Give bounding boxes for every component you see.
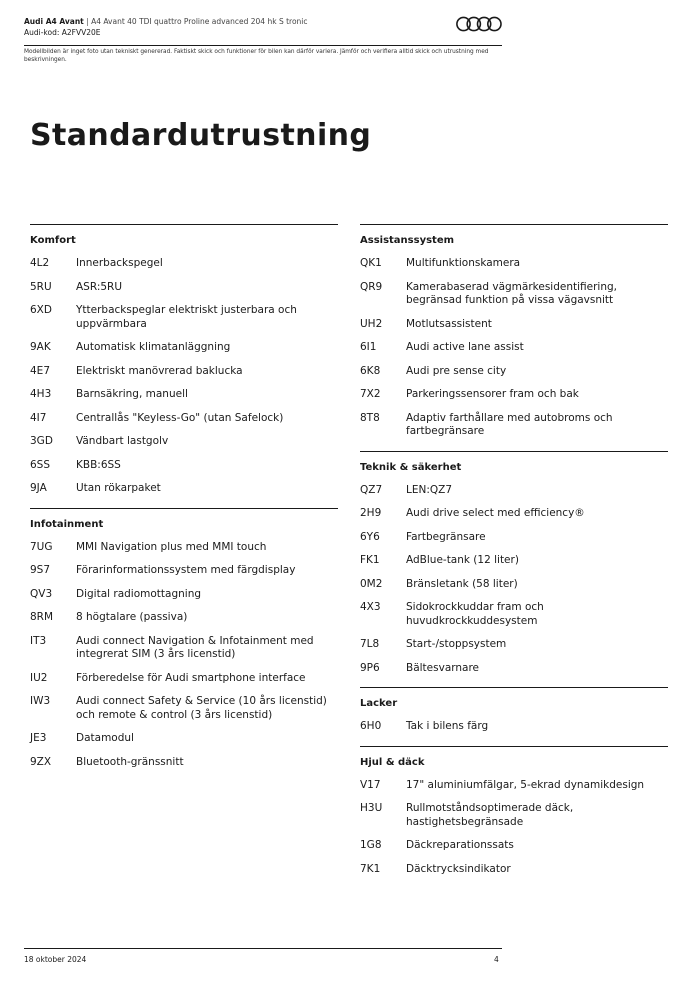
equipment-item (30, 360, 338, 384)
equipment-item (30, 583, 338, 607)
equipment-label: Audi drive select med efficiency® (406, 507, 585, 519)
model-variant: A4 Avant 40 TDI quattro Proline advanced 204 hk S tronic (91, 17, 308, 26)
equipment-label: LEN:QZ7 (406, 483, 453, 496)
section-title: Lacker (360, 698, 398, 709)
equipment-label: MMI Navigation plus med MMI touch (76, 540, 267, 553)
equipment-code: 9P6 (360, 661, 380, 674)
equipment-label: Ytterbackspeglar elektriskt justerbara och uppvärmbara (76, 304, 297, 330)
equipment-label: Vändbart lastgolv (76, 435, 169, 447)
equipment-code: 9S7 (30, 564, 51, 576)
equipment-label: Förberedelse för Audi smartphone interface (76, 671, 306, 684)
equipment-item (360, 526, 668, 550)
equipment-item (30, 430, 338, 454)
equipment-label: ASR:5RU (76, 280, 123, 293)
equipment-code: 7X2 (360, 388, 381, 400)
equipment-code: FK1 (360, 554, 380, 566)
equipment-item (30, 407, 338, 431)
equipment-label: Multifunktionskamera (406, 257, 521, 269)
equipment-code: QZ7 (360, 483, 383, 496)
equipment-code: 6SS (30, 458, 51, 471)
equipment-label: Förarinformationssystem med färgdisplay (76, 564, 296, 576)
equipment-item (30, 727, 338, 751)
section-title: Komfort (30, 235, 76, 246)
equipment-code: 6XD (30, 304, 52, 316)
equipment-item (360, 596, 668, 633)
section-title: Teknik & säkerhet (360, 461, 462, 473)
equipment-item (30, 299, 338, 336)
equipment-code: QR9 (360, 280, 383, 293)
section-title: Infotainment (30, 518, 104, 530)
equipment-code: UH2 (360, 317, 383, 330)
equipment-item (30, 606, 338, 630)
equipment-code: IU2 (30, 671, 48, 684)
right-equipment-column (360, 224, 668, 881)
page-number: 4 (494, 955, 499, 964)
equipment-label: Bränsletank (58 liter) (406, 577, 518, 590)
equipment-item (360, 407, 668, 444)
equipment-label: Audi pre sense city (406, 364, 507, 377)
equipment-item (30, 536, 338, 560)
equipment-item (30, 454, 338, 478)
equipment-label: KBB:6SS (76, 458, 121, 471)
equipment-item (360, 313, 668, 337)
equipment-code: 6Y6 (360, 530, 380, 543)
equipment-label: Audi active lane assist (406, 341, 524, 353)
equipment-item (360, 383, 668, 407)
equipment-section (360, 451, 668, 681)
equipment-item (30, 667, 338, 691)
equipment-label: Rullmotståndsoptimerade däck, hastighetsbegränsade (406, 802, 574, 828)
equipment-item (30, 477, 338, 501)
equipment-item (360, 834, 668, 858)
equipment-label: Utan rökarpaket (76, 482, 161, 494)
equipment-label: Barnsäkring, manuell (76, 388, 188, 400)
equipment-label: Digital radiomottagning (76, 587, 202, 600)
equipment-label: Bältesvarnare (406, 661, 480, 674)
equipment-label: Bluetooth-gränssnitt (76, 755, 184, 768)
equipment-code: IW3 (30, 695, 51, 707)
equipment-label: AdBlue-tank (12 liter) (406, 554, 519, 566)
equipment-label: Däckreparationssats (406, 839, 514, 851)
equipment-item (360, 774, 668, 798)
equipment-item (30, 276, 338, 300)
equipment-label: Adaptiv farthållare med autobroms och fartbegränsare (406, 411, 613, 437)
equipment-label: Tak i bilens färg (406, 720, 489, 732)
equipment-label: Centrallås "Keyless-Go" (utan Safelock) (76, 411, 284, 424)
equipment-item (30, 751, 338, 775)
equipment-code: V17 (360, 778, 381, 791)
equipment-item (30, 383, 338, 407)
equipment-item (360, 252, 668, 276)
equipment-section (360, 687, 668, 739)
equipment-label: Parkeringssensorer fram och bak (406, 388, 579, 400)
equipment-label: Elektriskt manövrerad baklucka (76, 364, 243, 377)
equipment-code: QK1 (360, 257, 382, 269)
equipment-code: JE3 (30, 732, 47, 744)
equipment-section (360, 224, 668, 444)
equipment-code: 6I1 (360, 341, 377, 353)
footer-date: 18 oktober 2024 (24, 955, 87, 964)
left-equipment-column (30, 224, 338, 774)
equipment-label: 17" aluminiumfälgar, 5-ekrad dynamikdesign (406, 778, 645, 791)
equipment-item (360, 573, 668, 597)
footer-divider (24, 948, 502, 949)
equipment-code: 7L8 (360, 638, 380, 650)
equipment-code: 4I7 (30, 411, 47, 424)
equipment-item (30, 630, 338, 667)
equipment-item (360, 657, 668, 681)
equipment-item (360, 276, 668, 313)
audi-code: Audi-kod: A2FVV20E (24, 28, 101, 37)
equipment-label: Däcktrycksindikator (406, 862, 511, 875)
equipment-section (30, 508, 338, 775)
equipment-item (360, 479, 668, 503)
equipment-item (360, 858, 668, 882)
equipment-code: QV3 (30, 587, 53, 600)
disclaimer-text: Modellbilden är inget foto utan tekniskt genererad. Faktiskt skick och funktioner för bilen kan därför variera. Jämför och verifiera alltid skick och utrustning med beskrivningen. (24, 49, 489, 63)
equipment-code: 6K8 (360, 364, 381, 377)
page-title: Standardutrustning (30, 118, 372, 153)
equipment-item (30, 336, 338, 360)
equipment-label: Fartbegränsare (406, 530, 486, 543)
equipment-code: 8T8 (360, 411, 380, 424)
equipment-code: H3U (360, 802, 383, 814)
equipment-code: 4H3 (30, 388, 52, 400)
equipment-item (360, 360, 668, 384)
equipment-item (360, 336, 668, 360)
header-divider (24, 45, 502, 46)
equipment-label: Audi connect Navigation & Infotainment med integrerat SIM (3 års licenstid) (76, 634, 314, 660)
equipment-label: Kamerabaserad vägmärkesidentifiering, begränsad funktion på vissa vägavsnitt (406, 280, 617, 306)
equipment-code: 4L2 (30, 257, 50, 269)
equipment-code: IT3 (30, 634, 47, 647)
equipment-code: 7UG (30, 540, 53, 553)
equipment-section (360, 746, 668, 882)
equipment-code: 4E7 (30, 364, 50, 377)
equipment-code: 3GD (30, 435, 53, 447)
document-header (24, 16, 504, 38)
equipment-label: Start-/stoppsystem (406, 638, 507, 650)
equipment-code: 0M2 (360, 577, 383, 590)
equipment-code: 8RM (30, 611, 54, 623)
equipment-label: Audi connect Safety & Service (10 års licenstid) och remote & control (3 års licenstid) (76, 695, 327, 721)
equipment-label: Innerbackspegel (76, 257, 163, 269)
equipment-section (30, 224, 338, 501)
equipment-item (360, 549, 668, 573)
equipment-item (360, 633, 668, 657)
equipment-code: 4X3 (360, 601, 381, 613)
equipment-code: 1G8 (360, 839, 382, 851)
section-title: Assistanssystem (360, 235, 455, 246)
equipment-code: 9JA (30, 482, 47, 494)
equipment-label: Motlutsassistent (406, 317, 492, 330)
equipment-label: Sidokrockkuddar fram och huvudkrockkuddesystem (406, 601, 544, 627)
equipment-code: 9AK (30, 341, 51, 353)
model-name: Audi A4 Avant (24, 17, 84, 26)
equipment-item (30, 559, 338, 583)
section-title: Hjul & däck (360, 756, 425, 768)
equipment-label: Automatisk klimatanläggning (76, 341, 231, 353)
equipment-item (360, 797, 668, 834)
equipment-code: 9ZX (30, 755, 52, 768)
equipment-code: 2H9 (360, 507, 382, 519)
equipment-item (30, 690, 338, 727)
equipment-item (360, 715, 668, 739)
equipment-item (30, 252, 338, 276)
equipment-code: 5RU (30, 280, 52, 293)
equipment-code: 7K1 (360, 862, 381, 875)
header-separator: | (86, 17, 89, 26)
equipment-item (360, 502, 668, 526)
equipment-code: 6H0 (360, 720, 382, 732)
audi-rings-icon (455, 15, 503, 33)
equipment-label: Datamodul (76, 732, 134, 744)
equipment-label: 8 högtalare (passiva) (76, 611, 188, 623)
